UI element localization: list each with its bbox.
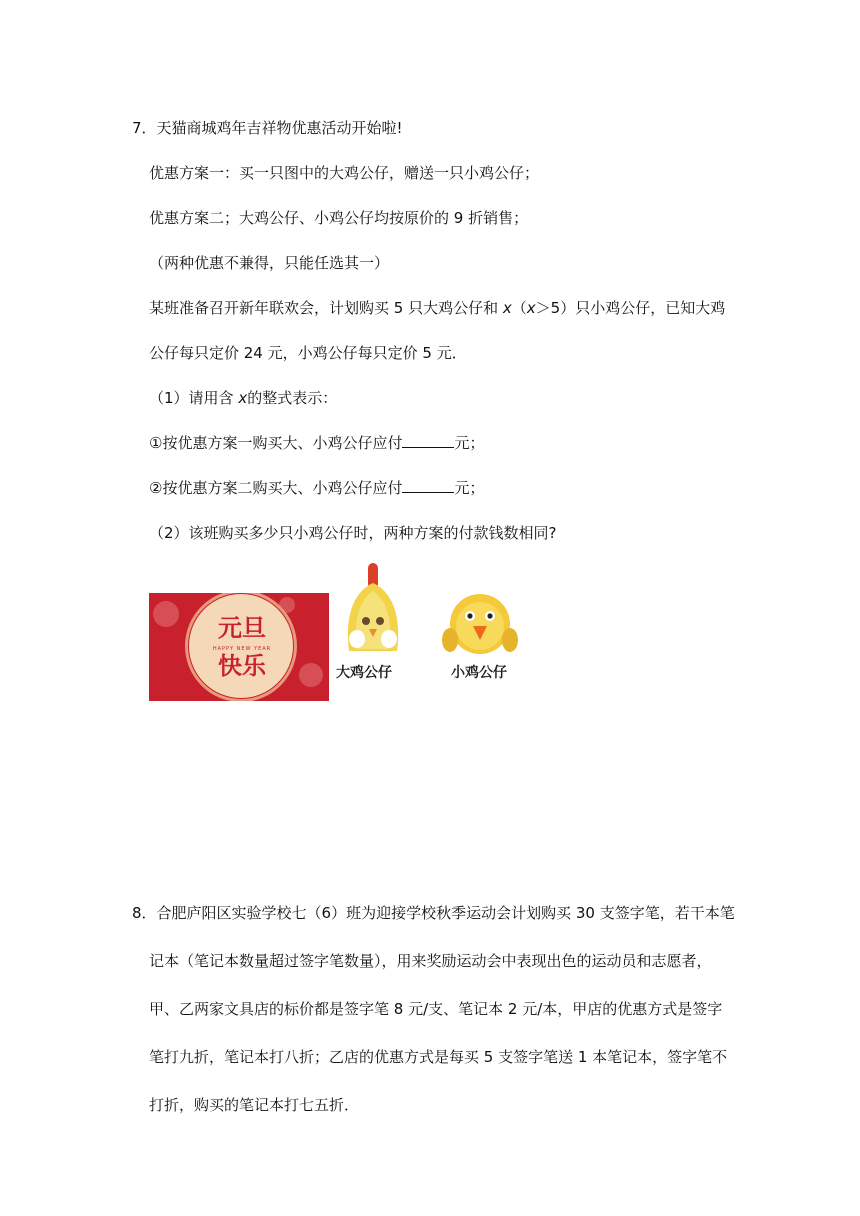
big-chicken-caption: 大鸡公仔: [336, 665, 392, 681]
q7-item-1-unit: 元；: [454, 434, 485, 452]
card-title-line-1: 元旦: [218, 613, 266, 642]
q7-body-text-a: 某班准备召开新年联欢会，计划购买 5 只大鸡公仔和: [149, 299, 503, 317]
flower-decoration: [299, 663, 323, 687]
card-subtitle: HAPPY NEW YEAR: [212, 646, 272, 652]
q7-note: （两种优惠不兼得，只能任选其一）: [149, 254, 390, 272]
small-chicken-image: [440, 586, 520, 658]
q7-part-1: [149, 388, 337, 408]
q7-body-line-1: [149, 298, 725, 318]
q7-body-line-2: 公仔每只定价 24 元，小鸡公仔每只定价 5 元．: [149, 344, 467, 362]
q7-item-1-text: ①按优惠方案一购买大、小鸡公仔应付: [149, 434, 403, 452]
q8-line-3: 甲、乙两家文具店的标价都是签字笔 8 元/支、笔记本 2 元/本，甲店的优惠方式是签字: [149, 1000, 723, 1018]
q8-line-2: 记本（笔记本数量超过签字笔数量），用来奖励运动会中表现出色的运动员和志愿者，: [149, 952, 712, 970]
q7-variable-x: x: [502, 299, 512, 317]
q7-item-2: [149, 478, 484, 498]
q7-title: 7．天猫商城鸡年吉祥物优惠活动开始啦!: [132, 119, 403, 137]
small-chicken-caption: 小鸡公仔: [451, 665, 507, 681]
q7-variable-x: x: [238, 389, 248, 407]
q7-variable-x: x: [526, 299, 536, 317]
answer-blank: [402, 478, 454, 493]
new-year-card-image: [149, 593, 329, 701]
q7-item-2-unit: 元；: [454, 479, 485, 497]
q8-line-1: 8．合肥庐阳区实验学校七（6）班为迎接学校秋季运动会计划购买 30 支签字笔，若干本笔: [132, 904, 735, 922]
q7-plan-two: 优惠方案二；大鸡公仔、小鸡公仔均按原价的 9 折销售；: [149, 209, 529, 227]
q7-item-2-text: ②按优惠方案二购买大、小鸡公仔应付: [149, 479, 403, 497]
q7-body-text-c: ＞5）只小鸡公仔，已知大鸡: [535, 299, 726, 317]
q8-line-4: 笔打九折，笔记本打八折；乙店的优惠方式是每买 5 支签字笔送 1 本笔记本，签字笔不: [149, 1048, 728, 1066]
q7-plan-one: 优惠方案一：买一只图中的大鸡公仔，赠送一只小鸡公仔；: [149, 164, 540, 182]
big-chicken-image: [333, 561, 413, 661]
q7-body-text-b: （: [511, 299, 527, 317]
q7-part-2: （2）该班购买多少只小鸡公仔时，两种方案的付款钱数相同?: [149, 524, 557, 542]
q7-part-1-text-a: （1）请用含: [149, 389, 239, 407]
flower-decoration: [153, 601, 179, 627]
q8-line-5: 打折，购买的笔记本打七五折．: [149, 1096, 360, 1114]
q7-item-1: [149, 433, 484, 453]
answer-blank: [402, 433, 454, 448]
card-title-line-2: 快乐: [218, 651, 266, 680]
q7-part-1-text-b: 的整式表示：: [247, 389, 338, 407]
